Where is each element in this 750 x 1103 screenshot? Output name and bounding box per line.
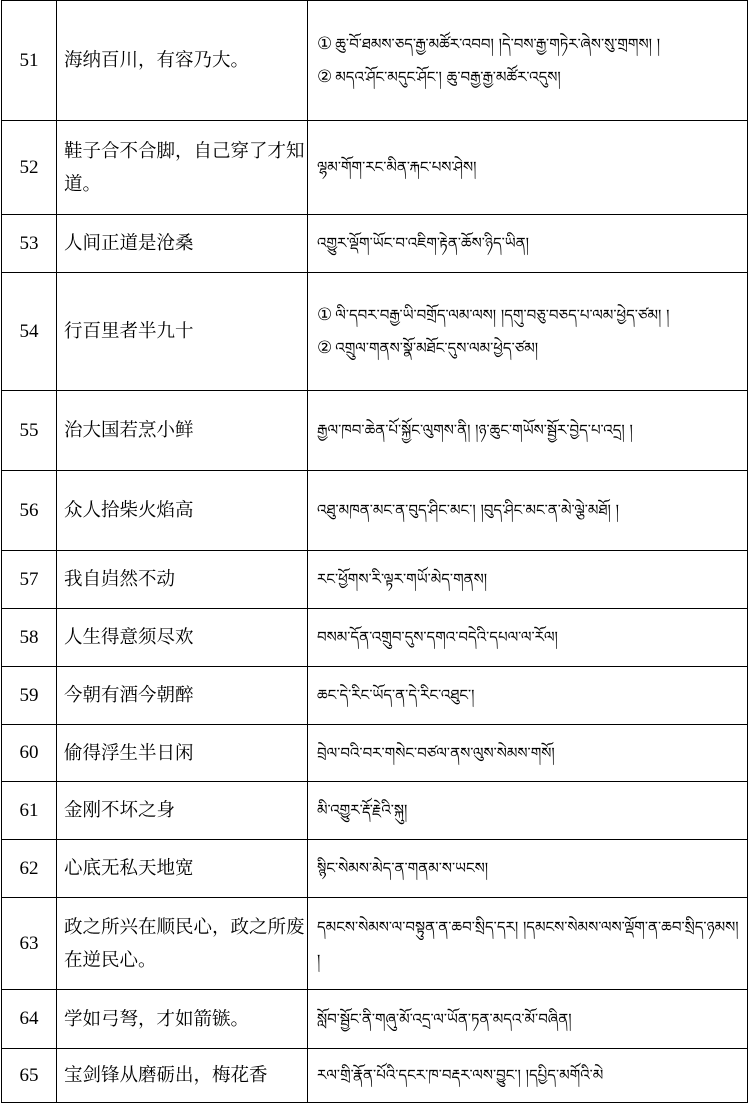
tibetan-translation xyxy=(308,273,748,391)
translation-option xyxy=(317,28,743,61)
row-number: 53 xyxy=(2,215,57,273)
row-number: 51 xyxy=(2,1,57,121)
row-number: 61 xyxy=(2,782,57,840)
option-text: ལི་དབར་བརྒྱ་ཡི་བགྲོད་ལམ་ལས། །དགུ་བཅུ་བཅད་པ་ལམ་ཕྱེད་ཙམ། ། xyxy=(335,305,670,324)
chinese-proverb: 众人拾柴火焰高 xyxy=(57,471,308,551)
proverb-table xyxy=(1,0,748,1103)
table-row xyxy=(2,1,748,121)
chinese-proverb: 政之所兴在顺民心，政之所废在逆民心。 xyxy=(57,898,308,990)
option-marker: ② xyxy=(317,337,333,358)
tibetan-translation: བྲེལ་བའི་བར་གསེང་བཙལ་ནས་ལུས་སེམས་གསོ། xyxy=(308,725,748,782)
chinese-proverb: 学如弓弩，才如箭镞。 xyxy=(57,990,308,1049)
table-row xyxy=(2,273,748,391)
tibetan-translation: རང་ཕྱོགས་རི་ལྟར་གཡོ་མེད་གནས། xyxy=(308,551,748,609)
option-marker: ② xyxy=(317,66,333,87)
translation-option xyxy=(317,299,743,332)
chinese-proverb: 人生得意须尽欢 xyxy=(57,609,308,667)
table-row xyxy=(2,391,748,471)
tibetan-translation: འཐུ་མཁན་མང་ན་བུད་ཤིང་མང་། །བུད་ཤིང་མང་ན་མེ་ལྕེ་མཐོ། ། xyxy=(308,471,748,551)
row-number: 60 xyxy=(2,725,57,782)
tibetan-translation: སློབ་སྦྱོང་ནི་གཞུ་མོ་འདྲ་ལ་ཡོན་ཏན་མདའ་མོ་བཞིན། xyxy=(308,990,748,1049)
chinese-proverb: 心底无私天地宽 xyxy=(57,840,308,898)
table-row xyxy=(2,1049,748,1103)
row-number: 58 xyxy=(2,609,57,667)
table-row xyxy=(2,990,748,1049)
chinese-proverb: 偷得浮生半日闲 xyxy=(57,725,308,782)
table-row xyxy=(2,782,748,840)
option-marker: ① xyxy=(317,304,333,325)
tibetan-translation: ལྷམ་གོག་རང་མིན་རྐང་པས་ཤེས། xyxy=(308,121,748,215)
chinese-proverb: 宝剑锋从磨砺出，梅花香 xyxy=(57,1049,308,1103)
option-marker: ① xyxy=(317,33,333,54)
chinese-proverb: 鞋子合不合脚，自己穿了才知道。 xyxy=(57,121,308,215)
table-row xyxy=(2,898,748,990)
chinese-proverb: 治大国若烹小鲜 xyxy=(57,391,308,471)
row-number: 52 xyxy=(2,121,57,215)
row-number: 62 xyxy=(2,840,57,898)
option-text: ཆུ་བོ་ཐམས་ཅད་རྒྱ་མཚོར་འབབ། །དེ་བས་རྒྱ་གཏེར་ཞེས་སུ་གྲགས། ། xyxy=(335,34,661,53)
chinese-proverb: 海纳百川，有容乃大。 xyxy=(57,1,308,121)
tibetan-translation: བསམ་དོན་འགྲུབ་དུས་དགའ་བདེའི་དཔལ་ལ་རོལ། xyxy=(308,609,748,667)
tibetan-translation: མི་འགྱུར་རྡོ་རྗེའི་སྐུ། xyxy=(308,782,748,840)
table-row xyxy=(2,215,748,273)
tibetan-translation: སྙིང་སེམས་མེད་ན་གནམ་ས་ཡངས། xyxy=(308,840,748,898)
table-row xyxy=(2,609,748,667)
chinese-proverb: 金刚不坏之身 xyxy=(57,782,308,840)
table-row xyxy=(2,725,748,782)
chinese-proverb: 人间正道是沧桑 xyxy=(57,215,308,273)
tibetan-translation xyxy=(308,1,748,121)
row-number: 65 xyxy=(2,1049,57,1103)
row-number: 57 xyxy=(2,551,57,609)
chinese-proverb: 我自岿然不动 xyxy=(57,551,308,609)
chinese-proverb: 今朝有酒今朝醉 xyxy=(57,667,308,725)
row-number: 63 xyxy=(2,898,57,990)
table-row xyxy=(2,840,748,898)
row-number: 55 xyxy=(2,391,57,471)
translation-option xyxy=(317,61,743,94)
translation-option xyxy=(317,332,743,365)
option-text: མདའ་ཤོང་མདུང་ཤོང་། ཆུ་བརྒྱ་རྒྱ་མཚོར་འདུས། xyxy=(335,67,561,86)
tibetan-translation: རྒྱལ་ཁབ་ཆེན་པོ་སྐྱོང་ལུགས་ནི། །ཉ་ཆུང་གཡོས་སྦྱོར་བྱེད་པ་འདྲ། ། xyxy=(308,391,748,471)
option-text: འགྲུལ་གནས་སྣོ་མཐོང་དུས་ལམ་ཕྱེད་ཙམ། xyxy=(335,338,539,357)
row-number: 64 xyxy=(2,990,57,1049)
tibetan-translation: འགྱུར་ལྡོག་ཡོང་བ་འཇིག་རྟེན་ཆོས་ཉིད་ཡིན། xyxy=(308,215,748,273)
row-number: 59 xyxy=(2,667,57,725)
table-row xyxy=(2,471,748,551)
table-row xyxy=(2,551,748,609)
tibetan-translation: དམངས་སེམས་ལ་བསྟུན་ན་ཆབ་སྲིད་དར། །དམངས་སེམས་ལས་ལྡོག་ན་ཆབ་སྲིད་ཉམས། ། xyxy=(308,898,748,990)
table-row xyxy=(2,121,748,215)
tibetan-translation: ཆང་དེ་རིང་ཡོད་ན་དེ་རིང་འཐུང་། xyxy=(308,667,748,725)
tibetan-translation: རལ་གྲི་རྣོན་པོའི་དངར་ཁ་བརྡར་ལས་བྱུང་། །དཔྱིད་མགོའི་མེ xyxy=(308,1049,748,1103)
row-number: 56 xyxy=(2,471,57,551)
table-row xyxy=(2,667,748,725)
chinese-proverb: 行百里者半九十 xyxy=(57,273,308,391)
row-number: 54 xyxy=(2,273,57,391)
